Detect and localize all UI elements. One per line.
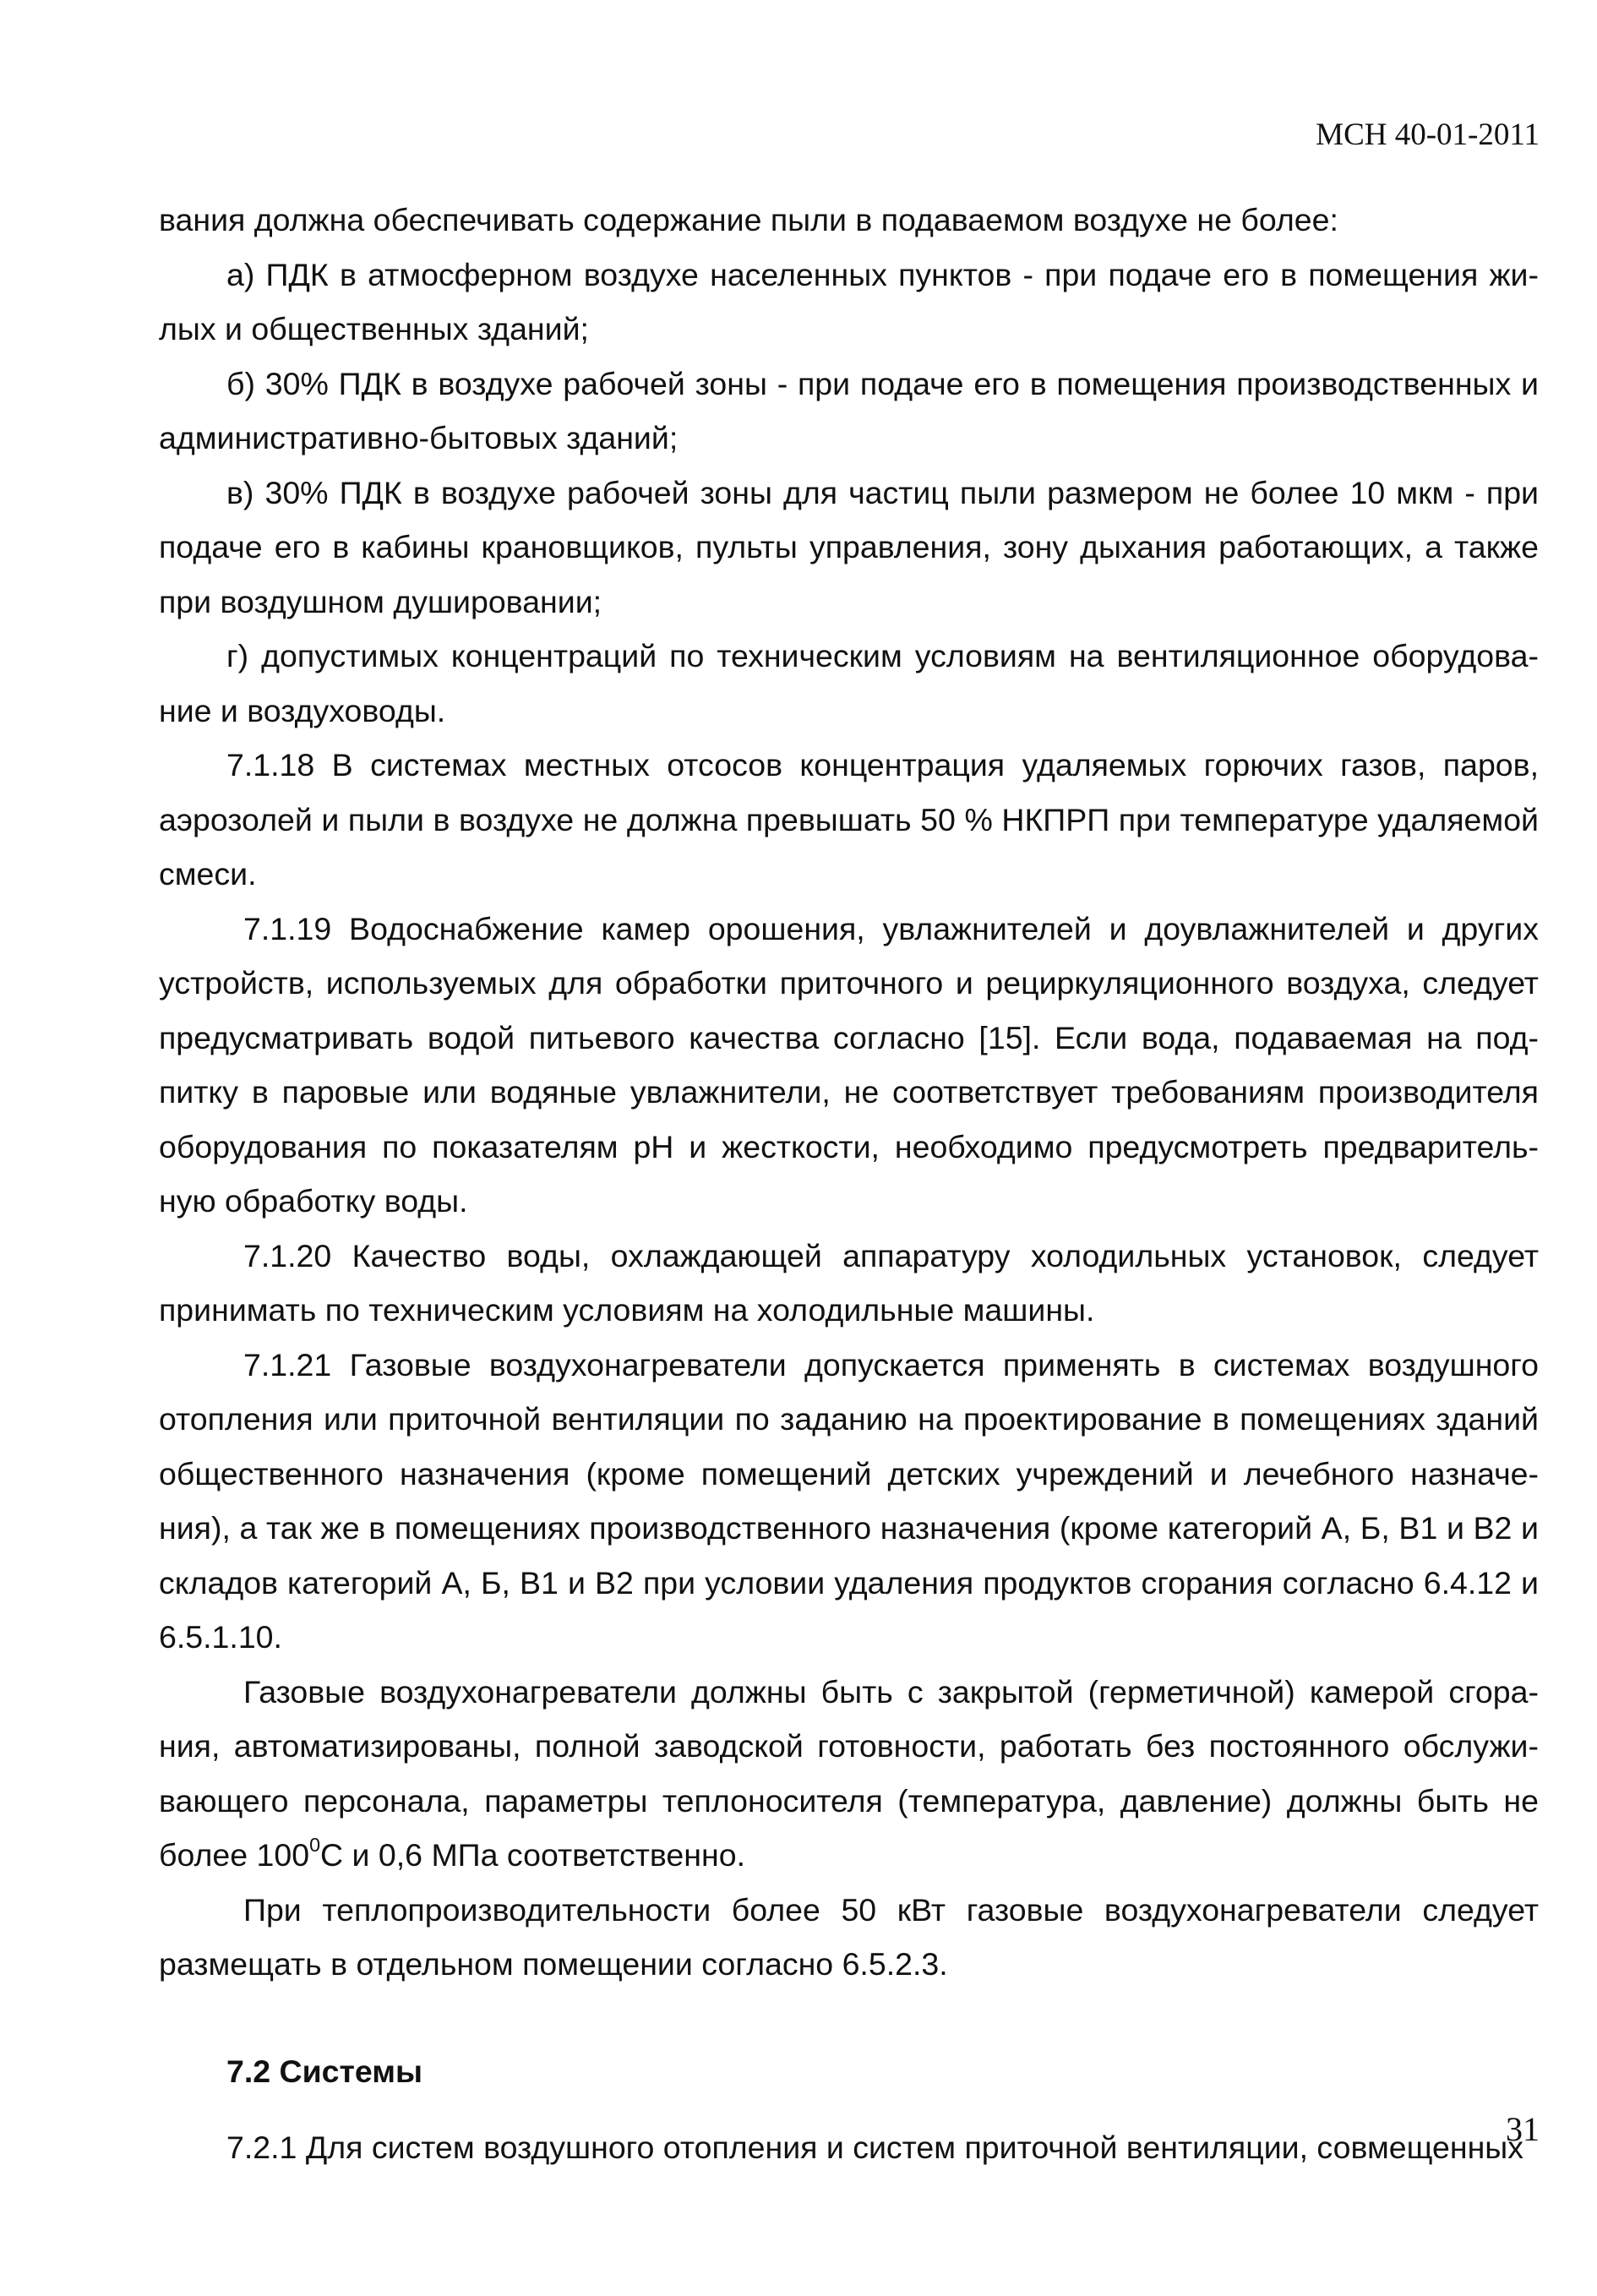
text-segment: Газовые воздухонагреватели должны быть с закрытой (герметичной) камерой сгора-ния, автоматизированы, полной заводской готовности, работать без постоянного обслужи-вающего персонала, параметры теплоносителя (температура, давление) должны быть не более 100	[159, 1673, 1539, 1873]
clause-7-1-20: 7.1.20 Качество воды, охлаждающей аппаратуру холодильных установок, следует принимать по техническим условиям на холодильные машины.	[159, 1237, 1539, 1328]
paragraph-gas-heaters-requirements	[159, 1665, 1539, 1883]
clause-7-1-18: 7.1.18 В системах местных отсосов концентрация удаляемых горючих газов, паров, аэрозолей и пыли в воздухе не должна превышать 50 % НКПРП при температуре удаляемой смеси.	[159, 747, 1539, 892]
document-body	[159, 193, 1539, 2175]
list-item-g: г) допустимых концентраций по техническим условиям на вентиляционное оборудова-ние и воздуховоды.	[159, 638, 1539, 728]
section-heading: 7.2 Системы	[226, 2053, 423, 2089]
superscript-degree: 0	[309, 1834, 321, 1857]
list-item-b: б) 30% ПДК в воздухе рабочей зоны - при подаче его в помещения производственных и административно-бытовых зданий;	[159, 365, 1539, 455]
text-segment: С и 0,6 МПа соответственно.	[320, 1837, 745, 1873]
list-item-v: в) 30% ПДК в воздухе рабочей зоны для частиц пыли размером не более 10 мкм - при подаче его в кабины крановщиков, пульты управления, зону дыхания работающих, а также при воздушном душировании;	[159, 474, 1539, 619]
paragraph-dust-content-intro: вания должна обеспечивать содержание пыли в подаваемом воздухе не более:	[159, 202, 1338, 237]
clause-7-1-19: 7.1.19 Водоснабжение камер орошения, увлажнителей и доувлажнителей и других устройств, используемых для обработки приточного и рециркуляционного воздуха, следует предусматривать водой питьевого качества согласно [15]. Если вода, подаваемая на под-питку в паровые или водяные увлажнители, не соответствует требованиям производителя оборудования по показателям рН и жесткости, необходимо предусмотреть предваритель-ную обработку воды.	[159, 910, 1539, 1219]
list-item-a: а) ПДК в атмосферном воздухе населенных пунктов - при подаче его в помещения жи-лых и общественных зданий;	[159, 256, 1539, 346]
page-number: 31	[1506, 2110, 1540, 2148]
clause-7-1-21: 7.1.21 Газовые воздухонагреватели допускается применять в системах воздушного отопления или приточной вентиляции по заданию на проектирование в помещениях зданий общественного назначения (кроме помещений детских учреждений и лечебного назначе-ния), а так же в помещениях производственного назначения (кроме категорий А, Б, В1 и В2 и складов категорий А, Б, В1 и В2 при условии удаления продуктов сгорания согласно 6.4.12 и 6.5.1.10.	[159, 1346, 1539, 1655]
clause-7-2-1: 7.2.1 Для систем воздушного отопления и систем приточной вентиляции, совмещенных	[226, 2130, 1524, 2165]
paragraph-gas-heaters-placement: При теплопроизводительности более 50 кВт газовые воздухонагреватели следует размещать в отдельном помещении согласно 6.5.2.3.	[159, 1891, 1539, 1982]
document-code: МСН 40-01-2011	[1316, 117, 1540, 152]
